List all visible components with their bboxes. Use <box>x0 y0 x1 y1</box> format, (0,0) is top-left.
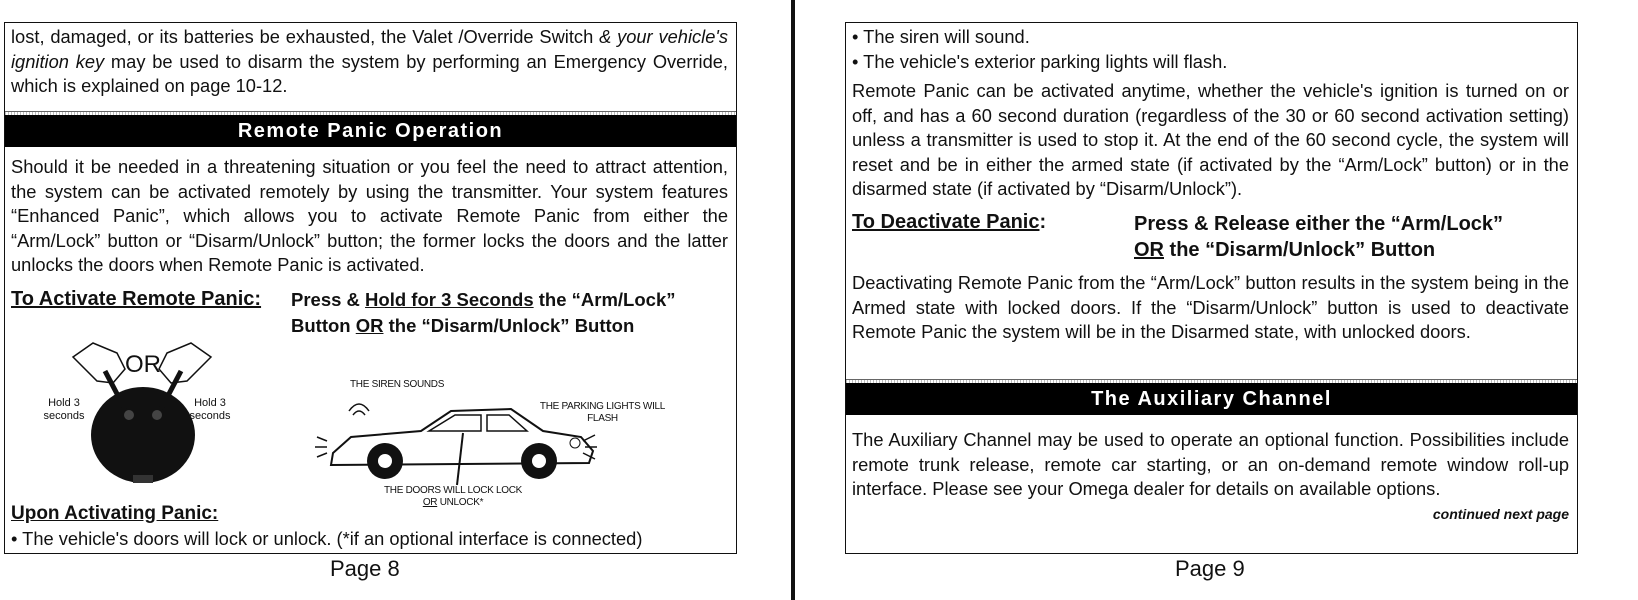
auxiliary-text: The Auxiliary Channel may be used to operate an optional function. Possibilities include remote trunk release, remote car starting, or an on-demand remote window roll-up interface. Please see your Omega dealer for details on available options. <box>852 429 1569 499</box>
activate-heading: To Activate Remote Panic: <box>11 288 262 310</box>
doors-label-line1: THE DOORS WILL LOCK LOCK <box>383 485 522 496</box>
activate-line1-end: the “Arm/Lock” <box>533 289 676 310</box>
deactivate-line1: Press & Release either the “Arm/Lock” <box>1134 213 1504 235</box>
rear-hub <box>532 454 546 468</box>
doors-label-unlock: UNLOCK* <box>437 497 484 508</box>
deactivate-heading-text: To Deactivate Panic <box>852 211 1040 233</box>
deactivate-paragraph: Deactivating Remote Panic from the “Arm/Lock” button results in the system being in the Armed state with locked doors. If the “Disarm/Unlock” button is used to deactivate Remote Panic the system will be in the Disarmed state, with unlocked doors. <box>852 272 1569 342</box>
page-number-8: Page 8 <box>330 556 400 581</box>
front-hub <box>378 454 392 468</box>
activate-hold: Hold for 3 Seconds <box>365 289 534 310</box>
keyring-loop <box>133 475 153 483</box>
car-illustration <box>311 393 601 488</box>
siren-waves <box>349 404 369 415</box>
deactivate-instruction <box>1134 211 1503 263</box>
auxiliary-paragraph <box>852 428 1569 526</box>
doors-label <box>373 485 533 509</box>
activate-line2-start: Button <box>291 315 356 336</box>
deactivate-heading <box>852 211 1046 234</box>
page-8 <box>4 22 737 554</box>
section-title-remote-panic: Remote Panic Operation <box>5 115 736 147</box>
hold-label-left: Hold 3 seconds <box>43 397 85 422</box>
disarm-unlock-button <box>152 410 162 420</box>
bullet-doors: • The vehicle's doors will lock or unlock. (*if an optional interface is connected) <box>11 528 643 549</box>
deactivate-line2: the “Disarm/Unlock” Button <box>1164 239 1436 261</box>
intro-text <box>11 25 728 99</box>
page-9 <box>845 22 1578 554</box>
front-light-rays <box>315 437 327 457</box>
bullet-siren: • The siren will sound. <box>852 26 1030 47</box>
book-spine <box>791 0 795 600</box>
activate-line2-end: the “Disarm/Unlock” Button <box>383 315 635 336</box>
panic-duration-paragraph: Remote Panic can be activated anytime, whether the vehicle's ignition is turned on or off, and has a 60 second duration (regardless of the 30 or 60 second activation setting) unless a transmitter is used to stop it. At the end of the 60 second cycle, the system will reset and be in either the armed state (if activated by the “Arm/Lock” button) or in the disarmed state (if activated by “Disarm/Unlock”). <box>852 80 1569 199</box>
intro-text-italic: & your vehicle's ignition key <box>11 26 728 72</box>
siren-label: THE SIREN SOUNDS <box>350 379 445 390</box>
activate-or: OR <box>355 315 384 336</box>
deactivate-or: OR <box>1134 239 1164 261</box>
intro-text-end: may be used to disarm the system by performing an Emergency Override, which is explained on page 10-12. <box>11 50 728 96</box>
activate-press: Press & <box>291 289 366 310</box>
parking-light <box>570 438 580 448</box>
activate-instruction <box>291 287 675 339</box>
bullet-lights: • The vehicle's exterior parking lights will flash. <box>852 51 1228 72</box>
page-number-9: Page 9 <box>1175 556 1245 581</box>
intro-text-start: lost, damaged, or its batteries be exhausted, the Valet /Override Switch <box>11 26 600 47</box>
figure-or-label: OR <box>125 351 161 378</box>
remote-panic-paragraph: Should it be needed in a threatening situation or you feel the need to attract attention, the system can be activated remotely by using the transmitter. Your system features “Enhanced Panic”, which allows you to activate Remote Panic from either the “Arm/Lock” button or “Disarm/Unlock” button; the former locks the doors and the latter unlocks the doors when Remote Panic is activated. <box>11 156 728 275</box>
transmitter-fob <box>91 387 195 483</box>
deactivate-colon: : <box>1039 211 1047 233</box>
upon-activating-heading: Upon Activating Panic: <box>11 503 219 524</box>
hold-label-right: Hold 3 seconds <box>189 397 231 422</box>
section-title-auxiliary: The Auxiliary Channel <box>846 383 1577 415</box>
continued-next-page: continued next page <box>1432 505 1569 522</box>
right-hand-icon <box>159 343 211 383</box>
arm-lock-button <box>124 410 134 420</box>
parking-lights-label: THE PARKING LIGHTS WILL FLASH <box>539 401 666 424</box>
doors-label-or: OR <box>422 497 438 508</box>
left-hand-icon <box>73 343 125 383</box>
